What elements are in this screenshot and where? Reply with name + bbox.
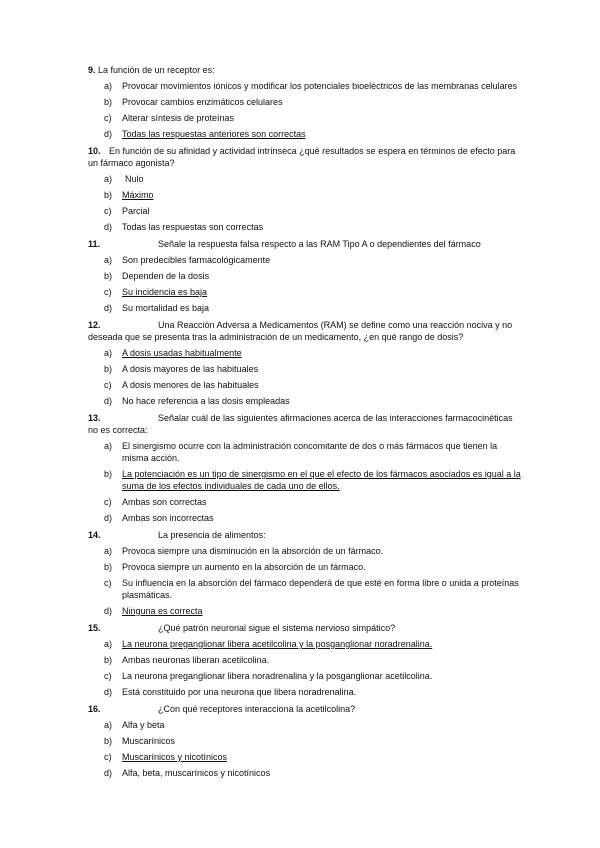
option-letter: c) (104, 113, 112, 123)
option-text-correct: La potenciación es un tipo de sinergismo en el que el efecto de los fármacos asociados es igual a la suma de los efectos individuales de cada uno de ellos. (122, 469, 521, 491)
question-10 (88, 145, 524, 169)
option-text: A dosis menores de las habituales (122, 380, 259, 390)
option-text: Ambas son correctas (122, 497, 207, 507)
option-text: Provocar movimientos iónicos y modificar los potenciales bioeléctricos de las membranas celulares (122, 81, 518, 91)
question-text: ¿Qué patrón neuronal sigue el sistema nervioso simpático? (158, 623, 396, 633)
options-13 (104, 440, 524, 524)
question-number: 11. (88, 239, 101, 249)
options-9 (104, 80, 524, 140)
option-b (104, 270, 524, 282)
option-b (104, 96, 524, 108)
option-d (104, 302, 524, 314)
option-c (104, 379, 524, 391)
question-number: 12. (88, 320, 101, 330)
option-a (104, 173, 524, 185)
option-letter: c) (104, 380, 112, 390)
option-text-correct: A dosis usadas habitualmente (122, 348, 242, 358)
options-14 (104, 545, 524, 617)
question-text: ¿Con qué receptores interacciona la acetilcolina? (158, 704, 356, 714)
question-15 (88, 622, 524, 634)
question-text: La función de un receptor es: (98, 65, 215, 75)
option-letter: a) (104, 174, 113, 184)
option-letter: a) (104, 81, 113, 91)
question-text-first: Señalar cuál de las siguientes afirmaciones acerca de las interacciones farmacocinéticas (158, 413, 513, 423)
option-c (104, 577, 524, 601)
option-text-correct: Máximo (122, 190, 154, 200)
option-letter: b) (104, 562, 113, 572)
option-letter: a) (104, 348, 113, 358)
option-b (104, 363, 524, 375)
question-text-first: Una Reacción Adversa a Medicamentos (RAM) se define como una reacción nociva y no (158, 320, 513, 330)
option-d (104, 128, 524, 140)
option-text: El sinergismo ocurre con la administración concomitante de dos o más fármacos que tienen la misma acción. (122, 441, 498, 463)
option-text: Dependen de la dosis (122, 271, 210, 281)
option-text: Está constituido por una neurona que libera noradrenalina. (122, 687, 357, 697)
option-text: Son predecibles farmacológicamente (122, 255, 271, 265)
options-10 (104, 173, 524, 233)
option-letter: c) (104, 497, 112, 507)
question-text: La presencia de alimentos: (158, 530, 266, 540)
question-12 (88, 319, 524, 343)
option-text: Ambas neuronas liberan acetilcolina. (122, 655, 270, 665)
option-text: No hace referencia a las dosis empleadas (122, 396, 290, 406)
options-12 (104, 347, 524, 407)
option-c (104, 751, 524, 763)
option-text: Nulo (125, 174, 144, 184)
option-b (104, 189, 524, 201)
option-a (104, 545, 524, 557)
option-text: Alterar síntesis de proteínas (122, 113, 235, 123)
option-text: Provoca siempre un aumento en la absorción de un fármaco. (122, 562, 366, 572)
option-letter: c) (104, 671, 112, 681)
option-a (104, 440, 524, 464)
question-11 (88, 238, 524, 250)
question-9 (88, 64, 524, 76)
option-letter: b) (104, 364, 113, 374)
question-13 (88, 412, 524, 436)
option-text-correct: Ninguna es correcta (122, 606, 203, 616)
option-text: Su influencia en la absorción del fármaco dependerá de que esté en forma libre o unida a proteínas plasmáticas. (122, 578, 519, 600)
option-letter: d) (104, 606, 113, 616)
option-a (104, 347, 524, 359)
options-11 (104, 254, 524, 314)
option-a (104, 638, 524, 650)
option-text: Provocar cambios enzimáticos celulares (122, 97, 283, 107)
option-letter: d) (104, 687, 113, 697)
option-text: Alfa, beta, muscarínicos y nicotínicos (122, 768, 271, 778)
option-c (104, 112, 524, 124)
question-number: 13. (88, 413, 101, 423)
option-c (104, 670, 524, 682)
option-d (104, 767, 524, 779)
option-b (104, 561, 524, 573)
question-number: 9. (88, 65, 96, 75)
option-letter: d) (104, 129, 113, 139)
option-letter: b) (104, 97, 113, 107)
option-letter: d) (104, 222, 113, 232)
option-letter: a) (104, 720, 113, 730)
option-letter: d) (104, 396, 113, 406)
option-text: Su mortalidad es baja (122, 303, 210, 313)
option-text: Ambas son incorrectas (122, 513, 214, 523)
option-letter: c) (104, 287, 112, 297)
option-letter: b) (104, 655, 113, 665)
option-text: A dosis mayores de las habituales (122, 364, 259, 374)
option-letter: b) (104, 190, 113, 200)
option-letter: a) (104, 441, 113, 451)
option-letter: c) (104, 752, 112, 762)
option-letter: a) (104, 546, 113, 556)
question-text-rest: no es correcta: (88, 425, 148, 435)
option-d (104, 221, 524, 233)
option-b (104, 735, 524, 747)
option-c (104, 496, 524, 508)
question-number: 16. (88, 704, 101, 714)
option-text-correct: Su incidencia es baja (122, 287, 208, 297)
option-letter: a) (104, 255, 113, 265)
option-letter: b) (104, 469, 113, 479)
option-text: Todas las respuestas son correctas (122, 222, 264, 232)
option-letter: d) (104, 303, 113, 313)
question-16 (88, 703, 524, 715)
option-a (104, 719, 524, 731)
option-letter: c) (104, 578, 112, 588)
question-number: 15. (88, 623, 101, 633)
option-d (104, 512, 524, 524)
option-b (104, 468, 524, 492)
option-text: Alfa y beta (122, 720, 165, 730)
question-number: 14. (88, 530, 101, 540)
question-text-rest: deseada que se presenta tras la administración de un medicamento, ¿en qué rango de dosis? (88, 332, 464, 342)
question-number: 10. (88, 146, 101, 156)
option-letter: d) (104, 768, 113, 778)
option-text: Parcial (122, 206, 150, 216)
option-c (104, 286, 524, 298)
exam-page (0, 64, 600, 779)
option-letter: b) (104, 736, 113, 746)
option-a (104, 254, 524, 266)
options-15 (104, 638, 524, 698)
option-text-correct: Todas las respuestas anteriores son correctas (122, 129, 306, 139)
option-text-correct: Muscarínicos y nicotínicos (122, 752, 228, 762)
option-a (104, 80, 524, 92)
option-b (104, 654, 524, 666)
question-text: Señale la respuesta falsa respecto a las RAM Tipo A o dependientes del fármaco (158, 239, 481, 249)
options-16 (104, 719, 524, 779)
option-text: Muscarínicos (122, 736, 176, 746)
option-d (104, 605, 524, 617)
option-letter: a) (104, 639, 113, 649)
option-d (104, 686, 524, 698)
option-d (104, 395, 524, 407)
option-letter: b) (104, 271, 113, 281)
question-14 (88, 529, 524, 541)
option-c (104, 205, 524, 217)
option-letter: c) (104, 206, 112, 216)
question-text: En función de su afinidad y actividad intrínseca ¿qué resultados se espera en términos de efecto para un fármaco agonista? (88, 146, 516, 168)
option-text: Provoca siempre una disminución en la absorción de un fármaco. (122, 546, 384, 556)
option-text: La neurona preganglionar libera noradrenalina y la posganglionar acetilcolina. (122, 671, 433, 681)
option-letter: d) (104, 513, 113, 523)
option-text-correct: La neurona preganglionar libera acetilcolina y la posganglionar noradrenalina. (122, 639, 433, 649)
